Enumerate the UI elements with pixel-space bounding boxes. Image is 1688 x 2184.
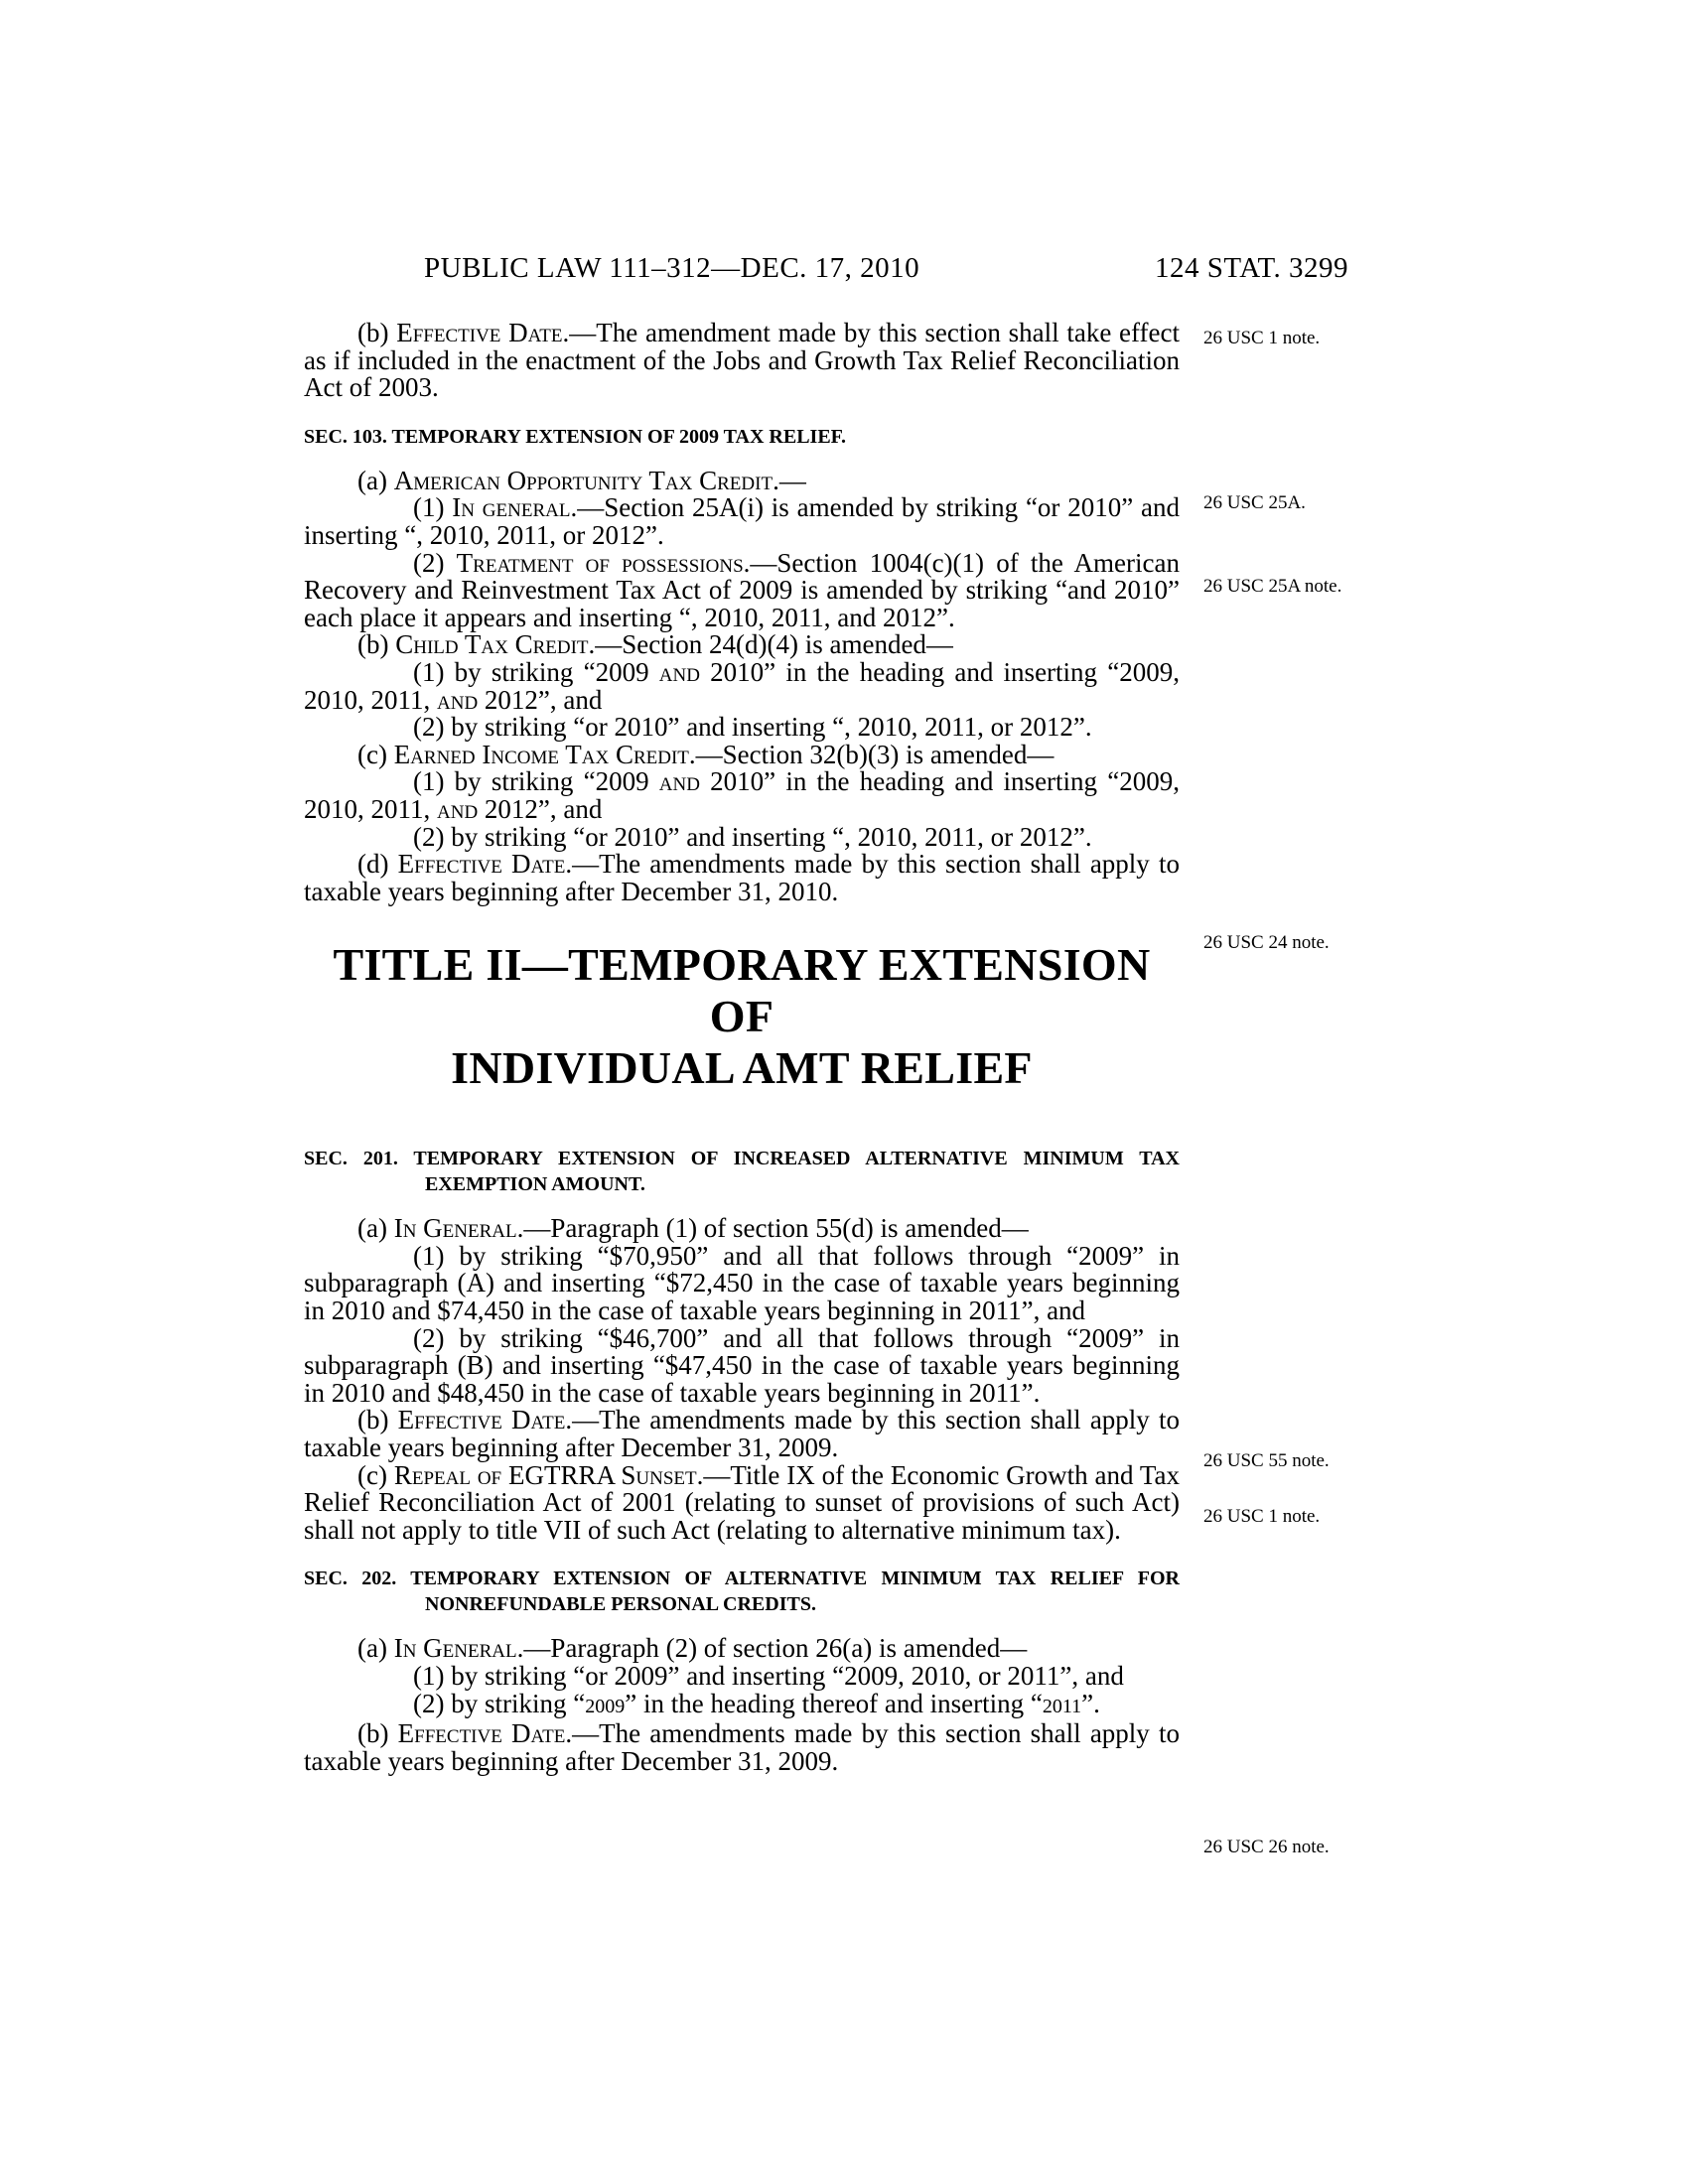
paragraph: (b) Effective Date.—The amendment made by this section shall take effect as if included in the enactment of the Jobs and Growth Tax Relief Reconciliation Act of 2003. (304, 318, 1180, 403)
paragraph: (1) by striking “$70,950” and all that follows through “2009” in subparagraph (A) and inserting “$72,450 in the case of taxable years beginning in 2010 and $74,450 in the case of taxable years beginning in 2011”, and (304, 1240, 1180, 1326)
paragraph: (2) by striking “or 2010” and inserting “, 2010, 2011, or 2012”. (413, 712, 1092, 743)
paragraph: (b) Effective Date.—The amendments made by this section shall apply to taxable years beginning after December 31, 2009. (304, 1718, 1180, 1776)
paragraph: (2) by striking “2009” in the heading thereof and inserting “2011”. (413, 1688, 1100, 1718)
margin-note: 26 USC 25A. (1203, 492, 1306, 513)
paragraph: (d) Effective Date.—The amendments made by this section shall apply to taxable years beginning after December 31, 2010. (304, 849, 1180, 906)
paragraph: (c) Earned Income Tax Credit.—Section 32(b)(3) is amended— (357, 739, 1055, 769)
section-heading: SEC. 202. TEMPORARY EXTENSION OF ALTERNATIVE MINIMUM TAX RELIEF FOR NONREFUNDABLE PERSONAL CREDITS. (304, 1568, 1180, 1616)
section-heading: SEC. 201. TEMPORARY EXTENSION OF INCREASED ALTERNATIVE MINIMUM TAX EXEMPTION AMOUNT. (304, 1148, 1180, 1196)
paragraph: (a) In General.—Paragraph (2) of section 26(a) is amended— (357, 1633, 1028, 1664)
paragraph: (c) Repeal of EGTRRA Sunset.—Title IX of the Economic Growth and Tax Relief Reconciliation Act of 2001 (relating to sunset of provisions of such Act) shall not apply to title VII of such Act (relating to alternative minimum tax). (304, 1459, 1180, 1545)
document-body (304, 320, 1180, 1775)
paragraph: (1) by striking “2009 and 2010” in the heading and inserting “2009, 2010, 2011, and 2012”, and (304, 656, 1180, 715)
paragraph: (2) by striking “or 2010” and inserting “, 2010, 2011, or 2012”. (413, 821, 1092, 852)
paragraph: (2) by striking “$46,700” and all that follows through “2009” in subparagraph (B) and inserting “$47,450 in the case of taxable years beginning in 2010 and $48,450 in the case of taxable years beginning in 2011”. (304, 1322, 1180, 1408)
paragraph: (1) by striking “2009 and 2010” in the heading and inserting “2009, 2010, 2011, and 2012”, and (304, 766, 1180, 824)
paragraph: (1) In general.—Section 25A(i) is amended by striking “or 2010” and inserting “, 2010, 2011, or 2012”. (304, 492, 1180, 550)
running-header-page: 124 STAT. 3299 (1155, 252, 1349, 284)
margin-note: 26 USC 24 note. (1203, 932, 1330, 953)
margin-note: 26 USC 1 note. (1203, 1506, 1321, 1527)
paragraph: (b) Child Tax Credit.—Section 24(d)(4) is amended— (357, 629, 953, 660)
paragraph: (1) by striking “or 2009” and inserting “2009, 2010, or 2011”, and (413, 1661, 1124, 1691)
paragraph: (a) In General.—Paragraph (1) of section 55(d) is amended— (357, 1213, 1029, 1244)
title-heading (304, 939, 1180, 1094)
paragraph: (b) Effective Date.—The amendments made by this section shall apply to taxable years beginning after December 31, 2009. (304, 1405, 1180, 1463)
paragraph: (2) Treatment of possessions.—Section 1004(c)(1) of the American Recovery and Reinvestment Tax Act of 2009 is amended by striking “and 2010” each place it appears and inserting “, 2010, 2011, and 2012”. (304, 547, 1181, 632)
margin-note: 26 USC 26 note. (1203, 1837, 1330, 1857)
paragraph: (a) American Opportunity Tax Credit.— (357, 465, 806, 495)
title-line: TITLE II—TEMPORARY EXTENSION OF (333, 939, 1151, 1042)
running-header-citation: PUBLIC LAW 111–312—DEC. 17, 2010 (424, 252, 920, 284)
section-heading: SEC. 103. TEMPORARY EXTENSION OF 2009 TAX RELIEF. (304, 425, 847, 448)
margin-note: 26 USC 1 note. (1203, 328, 1321, 348)
margin-note: 26 USC 55 note. (1203, 1450, 1330, 1471)
margin-note: 26 USC 25A note. (1203, 576, 1342, 597)
title-line: INDIVIDUAL AMT RELIEF (451, 1042, 1033, 1094)
